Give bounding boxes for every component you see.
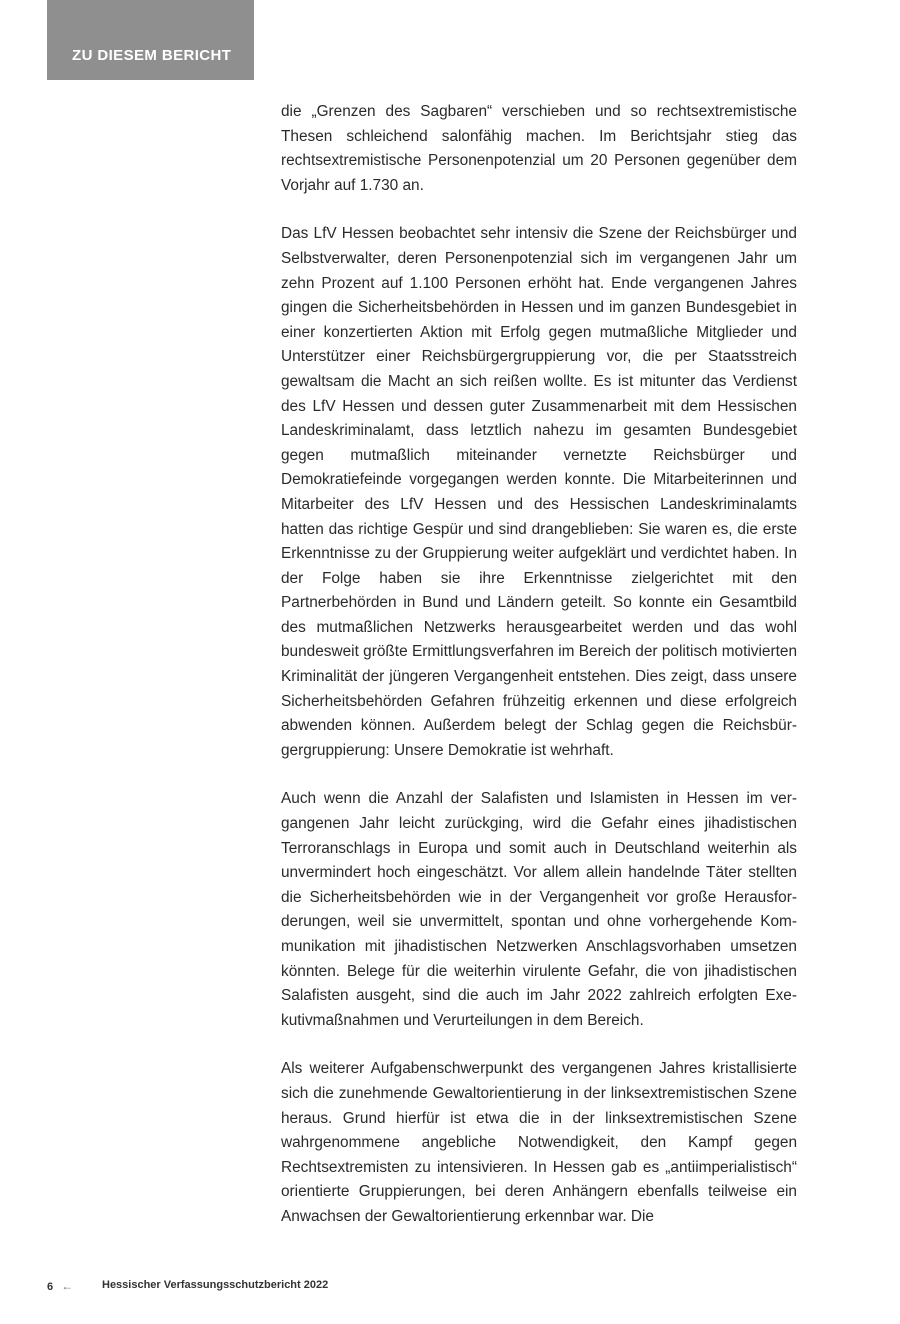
paragraph: Das LfV Hessen beobachtet sehr intensiv die Szene der Reichsbürger und Selbstverwalter, deren Personenpotenzial sich im vergangenen Jahr um zehn Prozent auf 1.100 Personen erhöht hat. Ende vergangenen Jahres gingen die Sicherheitsbehörden in Hessen und im ganzen Bundesgebiet in einer konzertierten Aktion mit Erfolg gegen mutmaßliche Mitglieder und Unterstützer einer Reichsbürgergruppierung vor, die per Staatsstreich gewaltsam die Macht an sich reißen wollte. Es ist mitunter das Verdienst des LfV Hessen und dessen guter Zusammenarbeit mit dem Hessischen Landeskriminalamt, dass letztlich nahezu im gesamten Bundesgebiet gegen mutmaßlich miteinander vernetzte Reichsbürger und Demokratiefeinde vorgegangen werden konnte. Die Mitarbeiterinnen und Mitarbeiter des LfV Hessen und des Hessischen Landeskriminalamts hatten das richtige Gespür und sind drangeblieben: Sie waren es, die erste Erkenntnisse zu der Gruppierung weiter aufgeklärt und verdichtet haben. In der Folge haben sie ihre Erkenntnisse zielgerichtet mit den Partnerbehörden in Bund und Ländern geteilt. So konnte ein Gesamtbild des mutmaßlichen Netzwerks herausgearbeitet werden und das wohl bundesweit größte Ermittlungsverfahren im Bereich der politisch motivierten Kriminalität der jüngeren Vergangenheit entstehen. Dies zeigt, dass unsere Sicherheitsbehörden Gefahren frühzeitig erkennen und diese erfolgreich abwenden können. Außerdem belegt der Schlag gegen die Reichsbürgergruppierung: Unsere Demokratie ist wehrhaft. bbox=[281, 225, 797, 759]
arrow-left-icon[interactable]: ← bbox=[61, 1279, 74, 1293]
paragraph: Auch wenn die Anzahl der Salafisten und Islamisten in Hessen im vergangenen Jahr leicht zurückging, wird die Gefahr eines jihadistischen Terroranschlags in Europa und somit auch in Deutschland weiterhin als unvermindert hoch eingeschätzt. Vor allem allein handelnde Täter stellten die Sicherheitsbehörden wie in der Vergangenheit vor große Herausforderungen, weil sie unvermittelt, spontan und ohne vorhergehende Kommunikation mit jihadistischen Netzwerken Anschlagsvorhaben umsetzen könnten. Belege für die weiterhin virulente Gefahr, die von jihadistischen Salafisten ausgeht, sind die auch im Jahr 2022 zahlreich erfolgten Exekutivmaßnahmen und Verurteilungen in dem Bereich. bbox=[281, 790, 797, 1029]
paragraph: die „Grenzen des Sagbaren“ verschieben und so rechtsextremistische Thesen schleichend salonfähig machen. Im Berichtsjahr stieg das rechtsextremistische Personenpotenzial um 20 Personen gegenüber dem Vorjahr auf 1.730 an. bbox=[281, 103, 797, 194]
page-footer bbox=[47, 1279, 329, 1297]
paragraph: Als weiterer Aufgabenschwerpunkt des vergangenen Jahres kristallisierte sich die zunehmende Gewaltorientierung in der linksextremistischen Szene heraus. Grund hierfür ist etwa die in der linksextremistischen Szene wahrgenommene angebliche Notwendigkeit, den Kampf gegen Rechtsextremisten zu intensivieren. In Hessen gab es „antiimperialistisch“ orientierte Gruppierungen, bei deren Anhängern ebenfalls teilweise ein Anwachsen der Gewaltorientierung erkennbar war. Die bbox=[281, 1060, 797, 1225]
section-header-tab bbox=[47, 0, 254, 80]
report-title: Hessischer Verfassungsschutzbericht 2022 bbox=[102, 1279, 329, 1291]
body-text bbox=[281, 100, 797, 1254]
page-number: 6 bbox=[47, 1281, 54, 1293]
section-label: ZU DIESEM BERICHT bbox=[72, 47, 232, 64]
